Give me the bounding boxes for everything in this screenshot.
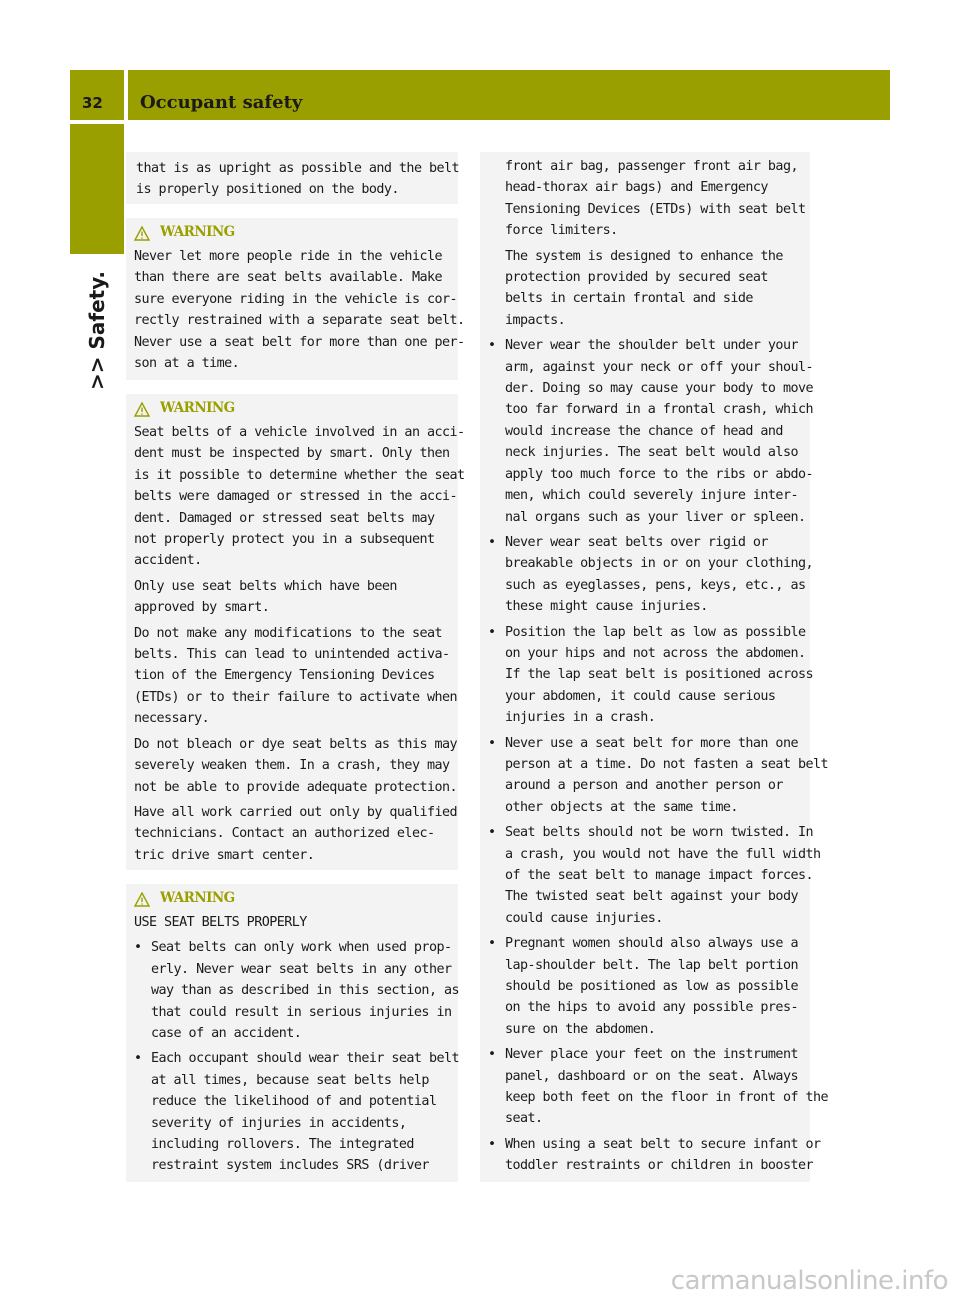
text-line: including rollovers. The integrated <box>151 1137 414 1153</box>
text-line: a crash, you would not have the full width <box>505 846 821 862</box>
text-line: der. Doing so may cause your body to move <box>505 381 813 397</box>
text-line: erly. Never wear seat belts in any other <box>151 961 452 977</box>
text-line: The system is designed to enhance the <box>505 248 783 264</box>
text-line: than there are seat belts available. Make <box>134 270 442 286</box>
paragraph <box>505 156 810 242</box>
text-line: Have all work carried out only by qualified <box>134 804 458 820</box>
paragraph <box>134 802 458 866</box>
text-line: apply too much force to the ribs or abdo- <box>505 466 813 482</box>
bullet-item <box>488 933 810 1040</box>
text-line: sure everyone riding in the vehicle is cor- <box>134 291 458 307</box>
page-number: 32 <box>82 94 103 112</box>
warning-triangle-icon <box>134 226 150 241</box>
text-line: accident. <box>134 553 202 569</box>
text-line: is it possible to determine whether the seat <box>134 467 465 483</box>
page-header <box>128 70 890 120</box>
text-line: toddler restraints or children in booster <box>505 1158 813 1174</box>
text-line: head-thorax air bags) and Emergency <box>505 180 768 196</box>
text-line: Seat belts of a vehicle involved in an acci- <box>134 425 465 440</box>
text-line: necessary. <box>134 711 210 727</box>
text-line: • When using a seat belt to secure infant or <box>505 1136 821 1152</box>
warning-title: WARNING <box>160 400 235 417</box>
text-line: such as eyeglasses, pens, keys, etc., as <box>505 577 806 593</box>
text-line: tric drive smart center. <box>134 847 315 863</box>
text-line: on your hips and not across the abdomen. <box>505 645 806 661</box>
side-tab-block <box>70 124 124 254</box>
side-tab-label: >> Safety. <box>85 270 109 390</box>
continuation-paragraphs <box>488 156 810 331</box>
text-line: • Never wear the shoulder belt under your <box>505 338 798 354</box>
warning-title: WARNING <box>160 890 235 907</box>
page-title: Occupant safety <box>140 92 303 113</box>
bullet-item <box>488 532 813 618</box>
text-line: nal organs such as your liver or spleen. <box>505 509 806 525</box>
text-line: not properly protect you in a subsequent <box>134 532 435 548</box>
text-line: force limiters. <box>505 223 618 239</box>
warning-heading <box>134 222 458 244</box>
text-line: breakable objects in or on your clothing, <box>505 556 813 572</box>
text-line: panel, dashboard or on the seat. Always <box>505 1068 798 1084</box>
right-bullets <box>488 335 829 1176</box>
text-line: Do not bleach or dye seat belts as this may <box>134 736 458 752</box>
paragraph <box>134 576 458 619</box>
warning-box-1 <box>126 218 465 380</box>
text-line: sure on the abdomen. <box>505 1021 656 1037</box>
text-line: around a person and another person or <box>505 778 783 794</box>
bullet-item <box>134 937 458 1044</box>
text-line: reduce the likelihood of and potential <box>151 1094 437 1110</box>
bullet-item <box>488 1044 829 1130</box>
text-line: impacts. <box>505 312 566 328</box>
text-line: case of an accident. <box>151 1026 302 1042</box>
warning-3-bullets <box>134 937 458 1176</box>
text-line: way than as described in this section, as <box>151 983 459 999</box>
text-line: is properly positioned on the body. <box>136 182 399 198</box>
text-line: technicians. Contact an authorized elec- <box>134 826 435 842</box>
text-line: that could result in serious injuries in <box>151 1004 452 1020</box>
watermark: carmanualsonline.info <box>670 1266 948 1296</box>
text-line: would increase the chance of head and <box>505 423 783 439</box>
bullet-item <box>488 1134 821 1177</box>
bullet-item <box>134 1048 458 1176</box>
text-line: If the lap seat belt is positioned across <box>505 667 813 683</box>
paragraph <box>134 734 458 798</box>
text-line: • Seat belts can only work when used prop- <box>151 940 452 956</box>
text-line: • Never wear seat belts over rigid or <box>505 534 768 550</box>
text-line: restraint system includes SRS (driver <box>151 1158 429 1174</box>
text-line: belts. This can lead to unintended activa- <box>134 647 450 663</box>
text-line: Tensioning Devices (ETDs) with seat belt <box>505 201 806 217</box>
warning-box-3 <box>126 884 458 1182</box>
text-line: could cause injuries. <box>505 910 663 926</box>
text-line: on the hips to avoid any possible pres- <box>505 1000 798 1016</box>
warning-triangle-icon <box>134 892 150 907</box>
paragraph <box>134 623 458 730</box>
text-line: • Position the lap belt as low as possible <box>505 624 806 640</box>
text-line: The twisted seat belt against your body <box>505 889 798 905</box>
text-line: • Never place your feet on the instrument <box>505 1047 798 1063</box>
text-line: keep both feet on the floor in front of the <box>505 1090 829 1106</box>
side-tab <box>70 262 124 392</box>
text-line: at all times, because seat belts help <box>151 1072 429 1088</box>
bullet-item <box>488 822 821 929</box>
warning-3-subtitle: USE SEAT BELTS PROPERLY <box>134 915 307 930</box>
warning-2-paragraphs <box>134 422 465 866</box>
text-line: men, which could severely injure inter- <box>505 488 798 504</box>
text-line: Never use a seat belt for more than one per- <box>134 334 465 350</box>
warning-title: WARNING <box>160 224 235 241</box>
text-line: Only use seat belts which have been <box>134 578 397 594</box>
text-line: belts were damaged or stressed in the acci- <box>134 489 458 505</box>
paragraph <box>505 246 810 332</box>
bullet-item <box>488 733 829 819</box>
text-line: person at a time. Do not fasten a seat belt <box>505 756 829 772</box>
text-line: severity of injuries in accidents, <box>151 1115 407 1131</box>
bullet-item <box>488 622 813 729</box>
text-line: (ETDs) or to their failure to activate when <box>134 689 458 705</box>
text-line: not be able to provide adequate protection. <box>134 779 458 795</box>
text-line: that is as upright as possible and the belt <box>136 161 460 176</box>
text-line: belts in certain frontal and side <box>505 291 753 307</box>
text-line: • Never use a seat belt for more than one <box>505 735 798 751</box>
text-line: tion of the Emergency Tensioning Devices <box>134 668 435 684</box>
text-line: neck injuries. The seat belt would also <box>505 445 798 461</box>
text-line: your abdomen, it could cause serious <box>505 688 776 704</box>
text-line: Do not make any modifications to the seat <box>134 625 442 641</box>
text-line: dent. Damaged or stressed seat belts may <box>134 510 435 526</box>
text-line: dent must be inspected by smart. Only then <box>134 446 450 462</box>
bullet-item <box>488 335 813 528</box>
continued-warning-box <box>480 152 829 1182</box>
text-line: injuries in a crash. <box>505 710 656 726</box>
warning-heading <box>134 888 458 910</box>
warning-box-2 <box>126 394 465 870</box>
text-line: Never let more people ride in the vehicle <box>134 249 442 264</box>
text-line: • Seat belts should not be worn twisted. In <box>505 825 813 841</box>
text-line: front air bag, passenger front air bag, <box>505 159 798 174</box>
text-line: son at a time. <box>134 356 240 372</box>
text-line: lap-shoulder belt. The lap belt portion <box>505 957 798 973</box>
warning-1-text <box>134 246 465 374</box>
text-line: too far forward in a frontal crash, which <box>505 402 813 418</box>
text-line: should be positioned as low as possible <box>505 979 798 995</box>
text-line: seat. <box>505 1111 543 1127</box>
text-line: rectly restrained with a separate seat belt. <box>134 313 465 329</box>
text-line: approved by smart. <box>134 600 270 616</box>
warning-heading <box>134 398 458 420</box>
text-line: • Each occupant should wear their seat belt <box>151 1051 459 1067</box>
text-line: of the seat belt to manage impact forces. <box>505 868 813 883</box>
text-line: these might cause injuries. <box>505 599 708 615</box>
intro-paragraph <box>136 158 458 201</box>
text-line: protection provided by secured seat <box>505 270 768 286</box>
page-number-block <box>70 70 124 120</box>
intro-box <box>126 152 458 204</box>
text-line: arm, against your neck or off your shoul- <box>505 359 813 375</box>
text-line: other objects at the same time. <box>505 799 738 815</box>
paragraph <box>134 422 465 572</box>
warning-triangle-icon <box>134 402 150 417</box>
text-line: severely weaken them. In a crash, they may <box>134 758 450 774</box>
text-line: • Pregnant women should also always use a <box>505 936 798 952</box>
